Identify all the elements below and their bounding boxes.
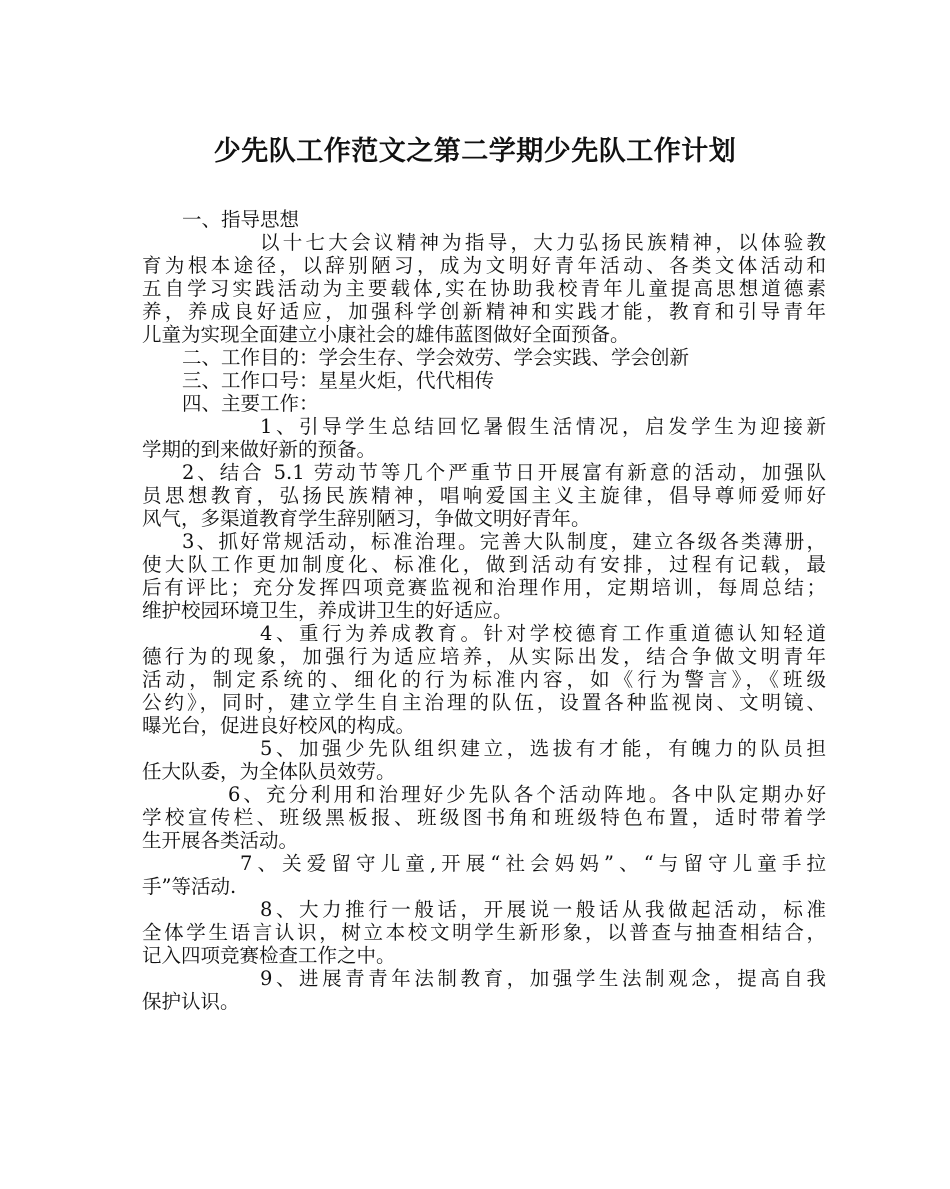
body-line: 8、大力推行一般话，开展说一般话从我做起活动，标准 <box>260 898 826 921</box>
body-line: 活动，制定系统的、细化的行为标准内容，如《行为警言》，《班级 <box>142 668 826 691</box>
body-line: 公约》，同时，建立学生自主治理的队伍，设置各种监视岗、文明镜、 <box>142 691 826 714</box>
body-line: 7、关爱留守儿童,开展“社会妈妈”、“与留守儿童手拉 <box>240 852 826 875</box>
document-body <box>142 208 826 1013</box>
body-line: 风气，多渠道教育学生辞别陋习，争做文明好青年。 <box>142 507 591 530</box>
body-line: 育为根本途径，以辞别陋习，成为文明好青年活动、各类文体活动和 <box>142 254 826 277</box>
body-line: 后有评比；充分发挥四项竞赛监视和治理作用，定期培训，每周总结； <box>142 576 826 599</box>
document-title: 少先队工作范文之第二学期少先队工作计划 <box>213 136 737 167</box>
body-line: 五自学习实践活动为主要载体,实在协助我校青年儿童提高思想道德素 <box>142 277 826 300</box>
body-line: 员思想教育，弘扬民族精神，唱响爱国主义主旋律，倡导尊师爱师好 <box>142 484 826 507</box>
body-line: 德行为的现象，加强行为适应培养，从实际出发，结合争做文明青年 <box>142 645 826 668</box>
body-line: 曝光台，促进良好校风的构成。 <box>142 714 416 737</box>
body-line: 一、指导思想 <box>182 208 300 231</box>
body-line: 5、加强少先队组织建立，选拔有才能，有魄力的队员担 <box>260 737 826 760</box>
body-line: 任大队委，为全体队员效劳。 <box>142 760 396 783</box>
body-line: 记入四项竞赛检查工作之中。 <box>142 944 396 967</box>
body-line: 全体学生语言认识，树立本校文明学生新形象，以普查与抽查相结合， <box>142 921 826 944</box>
body-line: 生开展各类活动。 <box>142 829 299 852</box>
body-line: 2、结合 5.1 劳动节等几个严重节日开展富有新意的活动，加强队 <box>182 461 826 484</box>
body-line: 儿童为实现全面建立小康社会的雄伟蓝图做好全面预备。 <box>142 323 630 346</box>
body-line: 维护校园环境卫生，养成讲卫生的好适应。 <box>142 599 513 622</box>
body-line: 养，养成良好适应，加强科学创新精神和实践才能，教育和引导青年 <box>142 300 826 323</box>
body-line: 4、重行为养成教育。针对学校德育工作重道德认知轻道 <box>260 622 826 645</box>
body-line: 二、工作目的：学会生存、学会效劳、学会实践、学会创新 <box>182 346 690 369</box>
body-line: 以十七大会议精神为指导，大力弘扬民族精神，以体验教 <box>260 231 826 254</box>
body-line: 3、抓好常规活动，标准治理。完善大队制度，建立各级各类薄册， <box>182 530 826 553</box>
body-line: 三、工作口号：星星火炬，代代相传 <box>182 369 495 392</box>
body-line: 6、充分利用和治理好少先队各个活动阵地。各中队定期办好 <box>228 783 826 806</box>
body-line: 1、引导学生总结回忆暑假生活情况，启发学生为迎接新 <box>260 415 826 438</box>
body-line: 四、主要工作： <box>182 392 319 415</box>
body-line: 学期的到来做好新的预备。 <box>142 438 377 461</box>
body-line: 9、进展青青年法制教育，加强学生法制观念，提高自我 <box>260 967 826 990</box>
body-line: 学校宣传栏、班级黑板报、班级图书角和班级特色布置，适时带着学 <box>142 806 826 829</box>
body-line: 手”等活动. <box>142 875 237 898</box>
body-line: 使大队工作更加制度化、标准化，做到活动有安排，过程有记载，最 <box>142 553 826 576</box>
body-line: 保护认识。 <box>142 990 240 1013</box>
